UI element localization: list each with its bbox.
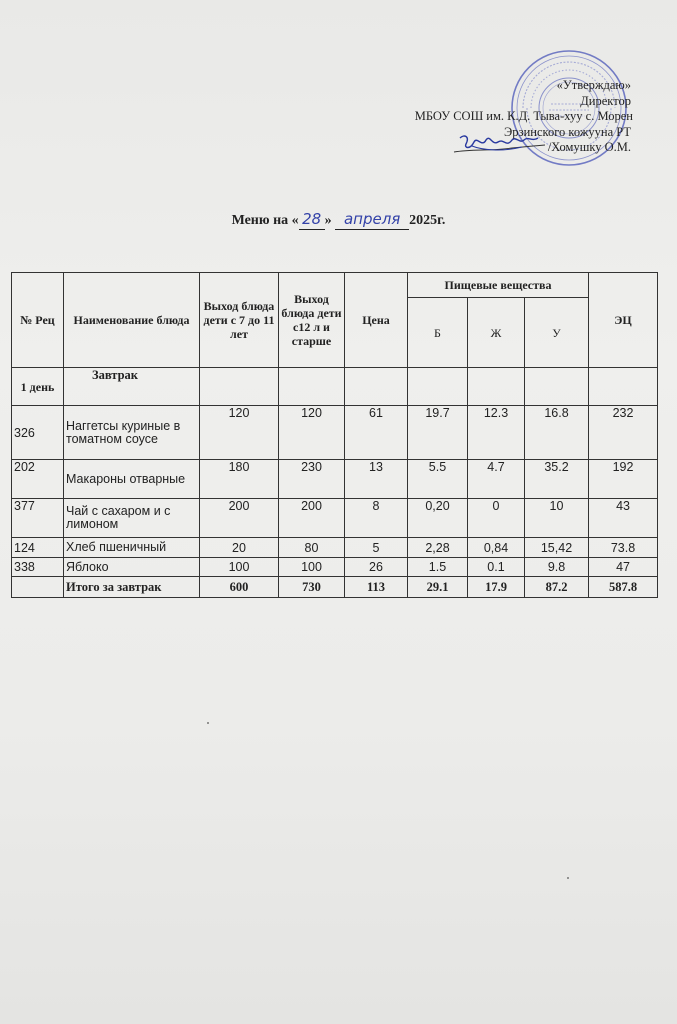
row-b: 2,28 <box>408 538 468 558</box>
row-b: 0,20 <box>408 499 468 538</box>
row-u: 16.8 <box>525 406 589 460</box>
total-zh: 17.9 <box>468 577 525 598</box>
menu-title-mid: » <box>324 213 336 228</box>
row-recipe: 326 <box>12 406 64 460</box>
section-day: 1 день <box>12 368 64 406</box>
total-u: 87.2 <box>525 577 589 598</box>
row-out-child: 20 <box>200 538 279 558</box>
menu-month: апреля <box>343 210 401 228</box>
row-ec: 73.8 <box>589 538 658 558</box>
row-out-child: 120 <box>200 406 279 460</box>
header-u: У <box>525 298 589 368</box>
header-zh: Ж <box>468 298 525 368</box>
table-row <box>12 499 658 538</box>
row-out-child: 200 <box>200 499 279 538</box>
total-row <box>12 577 658 598</box>
handwritten-signature <box>452 130 547 160</box>
paper-speck <box>567 877 569 879</box>
header-price: Цена <box>345 273 408 368</box>
row-recipe: 377 <box>12 499 64 538</box>
header-out-teen: Выход блюда дети с12 л и старше <box>279 273 345 368</box>
row-ec: 43 <box>589 499 658 538</box>
row-name: Макароны отварные <box>64 460 200 499</box>
row-price: 13 <box>345 460 408 499</box>
approval-district: Эрзинского кожууна РТ <box>503 124 631 139</box>
table-row <box>12 538 658 558</box>
total-label: Итого за завтрак <box>64 577 200 598</box>
menu-day: 28 <box>302 210 322 228</box>
row-zh: 0.1 <box>468 558 525 577</box>
row-price: 26 <box>345 558 408 577</box>
row-price: 8 <box>345 499 408 538</box>
row-name: Чай с сахаром и с лимоном <box>64 499 200 538</box>
row-zh: 0 <box>468 499 525 538</box>
table-row <box>12 406 658 460</box>
row-out-child: 180 <box>200 460 279 499</box>
approval-school: МБОУ СОШ им. К.Д. Тыва-хуу с. Морен <box>414 109 633 123</box>
menu-title <box>0 210 677 230</box>
row-zh: 0,84 <box>468 538 525 558</box>
row-price: 61 <box>345 406 408 460</box>
approval-title: «Утверждаю» <box>556 78 631 92</box>
approval-signatory: /Хомушку О.М. <box>547 140 631 154</box>
row-ec: 47 <box>589 558 658 577</box>
row-zh: 4.7 <box>468 460 525 499</box>
row-out-teen: 230 <box>279 460 345 499</box>
total-b: 29.1 <box>408 577 468 598</box>
row-price: 5 <box>345 538 408 558</box>
row-name: Хлеб пшеничный <box>64 538 200 558</box>
total-out-teen: 730 <box>279 577 345 598</box>
row-b: 19.7 <box>408 406 468 460</box>
row-out-teen: 100 <box>279 558 345 577</box>
table-row <box>12 460 658 499</box>
header-name: Наименование блюда <box>64 273 200 368</box>
row-b: 5.5 <box>408 460 468 499</box>
row-ec: 232 <box>589 406 658 460</box>
row-u: 9.8 <box>525 558 589 577</box>
total-price: 113 <box>345 577 408 598</box>
header-ec: ЭЦ <box>589 273 658 368</box>
header-b: Б <box>408 298 468 368</box>
total-ec: 587.8 <box>589 577 658 598</box>
row-ec: 192 <box>589 460 658 499</box>
menu-title-prefix: Меню на « <box>231 213 299 228</box>
row-out-teen: 80 <box>279 538 345 558</box>
row-recipe: 124 <box>12 538 64 558</box>
row-recipe: 202 <box>12 460 64 499</box>
approval-position: Директор <box>580 93 631 108</box>
total-out-child: 600 <box>200 577 279 598</box>
menu-table <box>11 272 658 598</box>
row-u: 15,42 <box>525 538 589 558</box>
row-u: 35.2 <box>525 460 589 499</box>
row-out-teen: 200 <box>279 499 345 538</box>
section-row <box>12 368 658 406</box>
header-recipe: № Рец <box>12 273 64 368</box>
table-row <box>12 558 658 577</box>
row-name: Наггетсы куриные в томатном соусе <box>64 406 200 460</box>
row-out-teen: 120 <box>279 406 345 460</box>
header-out-child: Выход блюда дети с 7 до 11 лет <box>200 273 279 368</box>
section-meal: Завтрак <box>64 368 200 406</box>
row-name: Яблоко <box>64 558 200 577</box>
paper-speck <box>207 722 209 724</box>
header-nutrients: Пищевые вещества <box>408 273 589 298</box>
row-u: 10 <box>525 499 589 538</box>
row-out-child: 100 <box>200 558 279 577</box>
row-zh: 12.3 <box>468 406 525 460</box>
row-b: 1.5 <box>408 558 468 577</box>
menu-title-suffix: 2025г. <box>409 213 446 228</box>
row-recipe: 338 <box>12 558 64 577</box>
